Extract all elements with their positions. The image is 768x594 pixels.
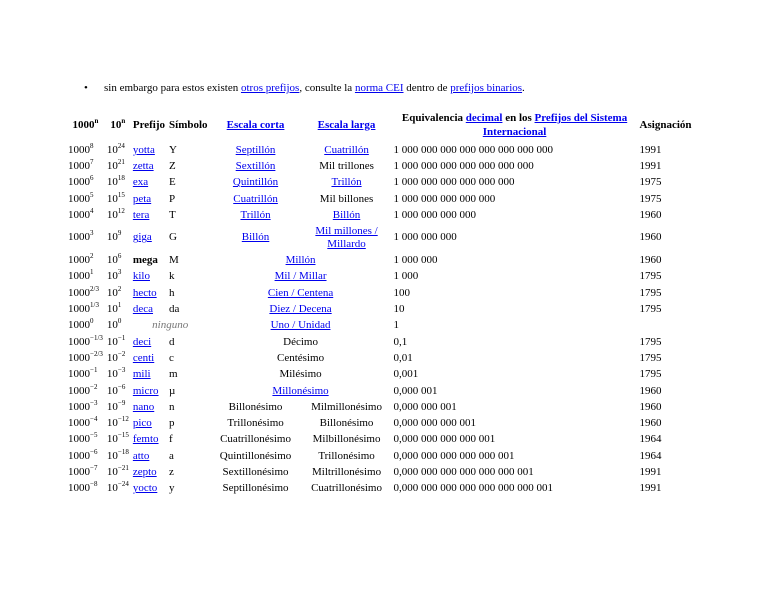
scale-cell: Décimo	[283, 335, 318, 348]
header-asignacion: Asignación	[639, 118, 692, 131]
equivalence-cell: 1 000 000 000 000 000 000 000 000	[393, 143, 554, 156]
base1000-cell: $1000^{-3}$	[68, 398, 98, 413]
base10-cell: $10^1$	[106, 301, 122, 316]
short-scale-cell[interactable]	[210, 207, 302, 223]
base1000-cell: 1000$^3$	[68, 229, 94, 244]
year-cell: 1960	[639, 400, 662, 413]
short-scale-cell[interactable]	[210, 175, 302, 191]
scale-cell[interactable]	[210, 269, 392, 285]
year-cell	[638, 318, 694, 334]
equivalence-cell: 1 000 000 000 000 000	[393, 192, 496, 205]
prefix-cell[interactable]	[131, 269, 167, 285]
prefix-link[interactable]: tera	[132, 208, 150, 221]
equivalence-cell: 1 000	[393, 270, 419, 283]
long-scale-cell[interactable]	[302, 223, 392, 252]
equivalence-cell: 10	[393, 303, 405, 316]
scale-cell[interactable]	[210, 252, 392, 268]
base10-cell: $10^{-15}$	[106, 431, 129, 446]
base10-cell: $10^9$	[106, 229, 122, 244]
year-cell: 1960	[639, 254, 662, 267]
table-row	[66, 158, 694, 174]
symbol-cell: y	[169, 482, 175, 495]
short-scale-cell: Cuatrillonésimo	[220, 433, 291, 446]
note-text: , consulte la	[299, 82, 355, 94]
long-scale-cell[interactable]	[302, 142, 392, 158]
base10-cell: $10^{-3}$	[106, 366, 126, 381]
table-row	[66, 399, 694, 415]
base10-cell: $10^{-12}$	[106, 415, 129, 430]
year-cell: 1795	[639, 286, 662, 299]
note-line	[84, 82, 525, 94]
long-scale-link[interactable]: Cuatrillón	[324, 143, 369, 156]
scale-cell: Milésimo	[279, 368, 322, 381]
prefix-link[interactable]: zepto	[132, 465, 157, 478]
equivalence-cell: 1 000 000 000 000 000 000	[393, 176, 515, 189]
equivalence-cell: 1 000 000 000 000 000 000 000	[393, 159, 534, 172]
symbol-cell: d	[169, 335, 175, 348]
base1000-cell: $1000^{-6}$	[68, 447, 98, 462]
base1000-cell: 1000$^5$	[68, 190, 94, 205]
base10-cell: $10^{-24}$	[106, 480, 129, 495]
prefijos-si-link[interactable]: Prefijos del Sistema Internacional	[482, 112, 628, 138]
equivalence-cell: 0,000 001	[393, 384, 438, 397]
long-scale-link[interactable]: Billón	[332, 208, 361, 221]
prefix-link[interactable]: deci	[132, 335, 152, 348]
equivalence-cell: 0,000 000 000 000 000 000 001	[393, 465, 534, 478]
short-scale-cell[interactable]	[210, 142, 302, 158]
base1000-cell: 1000$^4$	[68, 206, 94, 221]
equivalence-cell: 1 000 000 000 000	[393, 208, 477, 221]
prefix-link[interactable]: micro	[132, 384, 159, 397]
scale-link[interactable]: Uno / Unidad	[270, 319, 331, 332]
base1000-cell: 1000$^2$	[68, 252, 94, 267]
prefix-link[interactable]: yocto	[132, 482, 158, 495]
year-cell: 1991	[639, 482, 662, 495]
prefix-cell[interactable]	[131, 334, 167, 350]
short-scale-link[interactable]: Billón	[241, 231, 270, 244]
scale-link[interactable]: Millonésimo	[272, 384, 329, 397]
base10-cell: $10^{-21}$	[106, 463, 129, 478]
prefix-link[interactable]: zetta	[132, 159, 154, 172]
scale-cell: Centésimo	[277, 351, 325, 364]
equivalence-cell: 1 000 000 000	[393, 231, 457, 244]
long-scale-cell[interactable]	[302, 207, 392, 223]
symbol-cell: h	[169, 286, 175, 299]
symbol-cell: k	[169, 270, 175, 283]
short-scale-cell[interactable]	[210, 158, 302, 174]
table-row	[66, 223, 694, 252]
short-scale-link[interactable]: Septillón	[235, 143, 276, 156]
header-base10: 10$^n$	[110, 116, 126, 131]
table-row	[66, 350, 694, 366]
year-cell: 1795	[639, 351, 662, 364]
symbol-cell: Z	[169, 159, 176, 172]
long-scale-cell: Cuatrillonésimo	[311, 482, 382, 495]
base10-cell: $10^0$	[106, 317, 122, 332]
symbol-cell: m	[169, 368, 178, 381]
base10-cell: $10^{24}$	[106, 141, 125, 156]
base10-cell: $10^3$	[106, 268, 122, 283]
short-scale-cell: Septillonésimo	[222, 482, 289, 495]
note-text: .	[522, 82, 525, 94]
table-row	[66, 207, 694, 223]
year-cell: 1964	[639, 433, 662, 446]
prefijos-binarios-link[interactable]: prefijos binarios	[450, 82, 523, 94]
base10-cell: $10^{-2}$	[106, 349, 126, 364]
base10-cell: $10^2$	[106, 284, 122, 299]
year-cell: 1960	[639, 384, 662, 397]
prefix-link[interactable]: femto	[132, 433, 159, 446]
short-scale-link[interactable]: Cuatrillón	[233, 192, 278, 205]
symbol-cell: T	[169, 208, 176, 221]
prefix-cell[interactable]	[131, 481, 167, 497]
symbol-cell: M	[169, 254, 179, 267]
table-row	[66, 301, 694, 317]
prefix-link[interactable]: yotta	[132, 143, 155, 156]
prefix-link[interactable]: exa	[132, 176, 149, 189]
year-cell: 1964	[639, 449, 662, 462]
base1000-cell: $1000^{-4}$	[68, 415, 98, 430]
note-text: dentro de	[403, 82, 451, 94]
scale-cell[interactable]	[210, 383, 392, 399]
long-scale-link[interactable]: Mil millones / Millardo	[315, 224, 378, 250]
table-row	[66, 269, 694, 285]
base10-cell: $10^{-18}$	[106, 447, 129, 462]
table-row	[66, 285, 694, 301]
scale-cell[interactable]	[210, 285, 392, 301]
symbol-cell: da	[169, 303, 180, 316]
bullet: •	[84, 82, 88, 94]
equivalence-cell: 1 000 000	[393, 254, 438, 267]
symbol-cell: P	[169, 192, 176, 205]
year-cell: 1991	[639, 159, 662, 172]
header-simbolo: Símbolo	[169, 118, 208, 131]
prefix-link[interactable]: deca	[132, 303, 154, 316]
prefix-cell[interactable]	[131, 383, 167, 399]
scale-cell[interactable]	[210, 301, 392, 317]
base1000-cell: $1000^{-8}$	[68, 480, 98, 495]
prefix-link[interactable]: giga	[132, 231, 152, 244]
prefix-none-cell: ninguno	[152, 319, 189, 332]
si-prefixes-table	[66, 108, 694, 497]
year-cell: 1960	[639, 231, 662, 244]
symbol-cell: c	[169, 351, 174, 364]
table-row	[66, 191, 694, 207]
prefix-link[interactable]: centi	[132, 351, 155, 364]
year-cell: 1991	[639, 465, 662, 478]
equivalence-cell: 1	[393, 319, 400, 332]
year-cell: 1991	[639, 143, 662, 156]
base1000-cell: $1000^{-2/3}$	[68, 349, 103, 364]
year-cell: 1975	[639, 192, 662, 205]
equivalence-cell: 0,001	[393, 368, 419, 381]
prefix-cell[interactable]	[131, 223, 167, 252]
long-scale-cell[interactable]	[302, 175, 392, 191]
symbol-cell: n	[169, 400, 175, 413]
prefix-link[interactable]: peta	[132, 192, 152, 205]
table-row	[66, 415, 694, 431]
short-scale-link[interactable]: Trillón	[240, 208, 271, 221]
base1000-cell: 1000$^6$	[68, 174, 94, 189]
equivalence-cell: 0,1	[393, 335, 408, 348]
header-equivalencia: Equivalencia decimal en los Prefijos del Sistema Internacional	[401, 112, 628, 138]
short-scale-cell: Trillonésimo	[227, 417, 284, 430]
table-row	[66, 175, 694, 191]
table-row	[66, 464, 694, 480]
prefix-cell[interactable]	[131, 207, 167, 223]
base10-cell: $10^6$	[106, 252, 122, 267]
symbol-cell: E	[169, 176, 176, 189]
symbol-cell: f	[169, 433, 173, 446]
year-cell: 1975	[639, 176, 662, 189]
equivalence-cell: 0,000 000 000 001	[393, 417, 477, 430]
year-cell: 1960	[639, 208, 662, 221]
decimal-link[interactable]: decimal	[465, 112, 503, 124]
scale-link[interactable]: Mil / Millar	[274, 270, 327, 283]
table-row	[66, 383, 694, 399]
base10-cell: $10^{15}$	[106, 190, 125, 205]
long-scale-cell: Mil trillones	[319, 159, 374, 172]
prefix-link[interactable]: nano	[132, 400, 155, 413]
long-scale-cell: Mil billones	[319, 192, 374, 205]
long-scale-cell: Trillonésimo	[318, 449, 375, 462]
short-scale-cell: Billonésimo	[228, 400, 283, 413]
prefix-cell[interactable]	[131, 399, 167, 415]
base10-cell: $10^{-6}$	[106, 382, 126, 397]
long-scale-cell: Billonésimo	[319, 417, 374, 430]
base10-cell: $10^{-1}$	[106, 333, 126, 348]
header-row	[66, 108, 694, 142]
base1000-cell: $1000^{-2}$	[68, 382, 98, 397]
prefix-cell[interactable]	[131, 301, 167, 317]
prefix-link[interactable]: mili	[132, 368, 151, 381]
table-row	[66, 448, 694, 464]
prefix-cell[interactable]	[131, 175, 167, 191]
short-scale-cell: Sextillonésimo	[222, 465, 289, 478]
scale-link[interactable]: Diez / Decena	[269, 303, 332, 316]
base1000-cell: $1000^{-1}$	[68, 366, 98, 381]
prefix-cell: mega	[132, 254, 158, 267]
short-scale-link[interactable]: Sextillón	[235, 159, 276, 172]
base1000-cell: 1000$^1$	[68, 268, 94, 283]
header-escala-corta-link[interactable]: Escala corta	[226, 118, 285, 131]
long-scale-cell: Milbillonésimo	[312, 433, 381, 446]
symbol-cell: Y	[169, 143, 177, 156]
norma-cei-link[interactable]: norma CEI	[354, 82, 404, 94]
base10-cell: $10^{12}$	[106, 206, 125, 221]
symbol-cell: z	[169, 465, 174, 478]
prefix-cell[interactable]	[131, 415, 167, 431]
year-cell: 1795	[639, 270, 662, 283]
base10-cell: $10^{21}$	[106, 157, 125, 172]
short-scale-cell[interactable]	[210, 191, 302, 207]
equivalence-cell: 100	[393, 286, 411, 299]
table-row	[66, 334, 694, 350]
scale-link[interactable]: Millón	[285, 254, 316, 267]
prefix-link[interactable]: atto	[132, 449, 150, 462]
base1000-cell: $1000^{1/3}$	[68, 301, 99, 316]
symbol-cell: µ	[169, 384, 176, 397]
base1000-cell: 1000$^8$	[68, 141, 94, 156]
short-scale-cell[interactable]	[210, 223, 302, 252]
long-scale-cell: Miltrillonésimo	[312, 465, 382, 478]
table-row	[66, 318, 694, 334]
base10-cell: $10^{18}$	[106, 174, 125, 189]
prefix-link[interactable]: hecto	[132, 286, 157, 299]
prefix-link[interactable]: kilo	[132, 270, 150, 283]
header-base1000: 1000$^n$	[72, 116, 99, 131]
equivalence-cell: 0,000 000 000 000 001	[393, 433, 496, 446]
scale-link[interactable]: Cien / Centena	[267, 286, 334, 299]
table-row	[66, 142, 694, 158]
base1000-cell: $1000^{-7}$	[68, 463, 98, 478]
prefix-link[interactable]: pico	[132, 417, 152, 430]
base1000-cell: 1000$^7$	[68, 157, 94, 172]
prefix-cell[interactable]	[131, 350, 167, 366]
long-scale-link[interactable]: Trillón	[331, 176, 362, 189]
header-prefijo: Prefijo	[132, 118, 166, 131]
year-cell: 1795	[639, 303, 662, 316]
equivalence-cell: 0,01	[393, 351, 413, 364]
table-row	[66, 367, 694, 383]
short-scale-cell: Quintillonésimo	[219, 449, 292, 462]
table-row	[66, 252, 694, 268]
long-scale-cell: Milmillonésimo	[311, 400, 382, 413]
prefix-cell[interactable]	[131, 285, 167, 301]
base1000-cell: $1000^{-1/3}$	[68, 333, 103, 348]
base1000-cell: $1000^{2/3}$	[68, 284, 99, 299]
prefix-cell[interactable]	[131, 464, 167, 480]
year-cell: 1960	[639, 417, 662, 430]
prefix-cell[interactable]	[131, 367, 167, 383]
base10-cell: $10^{-9}$	[106, 398, 126, 413]
prefix-cell[interactable]	[131, 432, 167, 448]
header-escala-larga-link[interactable]: Escala larga	[317, 118, 376, 131]
table-row	[66, 432, 694, 448]
symbol-cell: G	[169, 231, 177, 244]
symbol-cell: a	[169, 449, 174, 462]
equivalence-cell: 0,000 000 001	[393, 400, 457, 413]
note-text: sin embargo para estos existen	[104, 82, 241, 94]
scale-cell[interactable]	[210, 318, 392, 334]
year-cell: 1795	[639, 368, 662, 381]
equivalence-cell: 0,000 000 000 000 000 000 000 001	[393, 482, 554, 495]
year-cell: 1795	[639, 335, 662, 348]
table-body	[66, 142, 694, 497]
base1000-cell: $1000^{-5}$	[68, 431, 98, 446]
symbol-cell: p	[169, 417, 175, 430]
prefix-cell[interactable]	[131, 142, 167, 158]
prefix-cell[interactable]	[131, 158, 167, 174]
table-row	[66, 481, 694, 497]
prefix-cell[interactable]	[131, 448, 167, 464]
base1000-cell: 1000$^0$	[68, 317, 94, 332]
equivalence-cell: 0,000 000 000 000 000 001	[393, 449, 515, 462]
prefix-cell[interactable]	[131, 191, 167, 207]
otros-prefijos-link[interactable]: otros prefijos	[240, 82, 300, 94]
short-scale-link[interactable]: Quintillón	[232, 176, 279, 189]
